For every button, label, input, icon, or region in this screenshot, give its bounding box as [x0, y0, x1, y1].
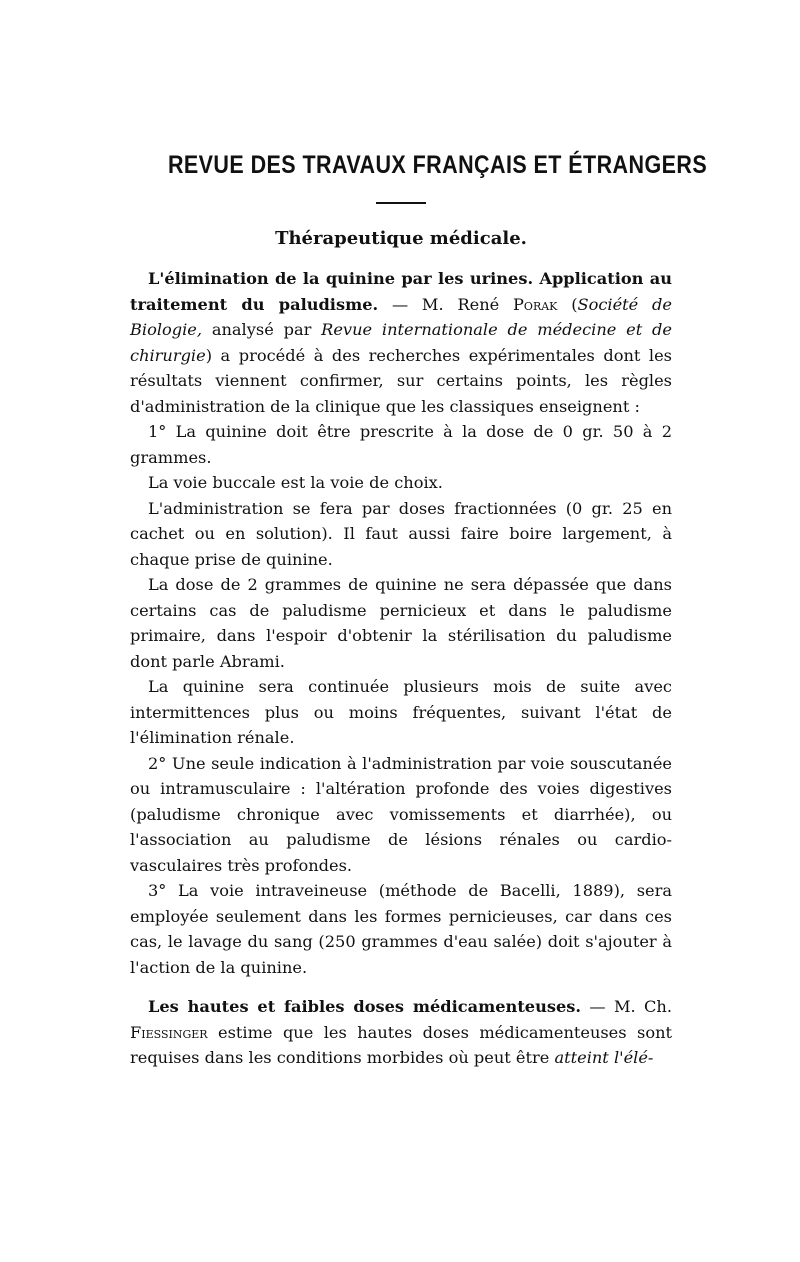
article1-source1: Société de Biologie, [130, 294, 673, 339]
paragraph: 1° La quinine doit être prescrite à la dose de 0 gr. 50 à 2 grammes. [130, 422, 672, 467]
paragraph: La quinine sera continuée plusieurs mois de suite avec intermittences plus ou moins fréquentes, suivant l'état de l'élimination rénale. [130, 677, 672, 747]
running-head: REVUE DES TRAVAUX FRANÇAIS ET ÉTRANGERS [167, 151, 708, 179]
article2-author: Fiessinger [130, 1022, 208, 1042]
title-rule [376, 202, 426, 204]
paragraph: La voie buccale est la voie de choix. [148, 473, 443, 492]
article1-author: Porak [513, 294, 558, 314]
paragraph: La dose de 2 grammes de quinine ne sera dépassée que dans certains cas de paludisme pernicieux et dans le paludisme primaire, dans l'espoir d'obtenir la stérilisation du paludisme dont parle Abrami. [130, 575, 672, 671]
paragraph: 3° La voie intraveineuse (méthode de Bacelli, 1889), sera employée seulement dans les formes pernicieuses, car dans ces cas, le lavage du sang (250 grammes d'eau salée) doit s'ajouter à l'action de la quinine. [130, 881, 672, 977]
article1-intro-d: ) a procédé à des recherches expérimentales dont les résultats viennent confirmer, sur certains points, les règles d'administration de la clinique que les classiques enseignent : [130, 345, 672, 416]
page [130, 150, 708, 1071]
article2-intro-b: estime que les hautes doses médicamenteuses sont requises dans les conditions morbides où peut être [130, 1022, 672, 1067]
article2-intro [130, 994, 672, 1071]
section-title: Thérapeutique médicale. [275, 228, 527, 249]
article1-intro-c: analysé par [202, 320, 322, 339]
article1-heading: L'élimination de la quinine par les urines. Application au traitement du paludisme. [130, 269, 672, 314]
article2-italic-end: atteint l'élé- [554, 1048, 654, 1067]
article1-intro-b: ( [557, 294, 578, 314]
article1-intro-a: — M. René [378, 294, 514, 314]
paragraph: 2° Une seule indication à l'administration par voie souscutanée ou intramusculaire : l'altération profonde des voies digestives (paludisme chronique avec vomissements et diarrhée), ou l'association au paludisme de lésions rénales ou cardio-vasculaires très profondes. [130, 753, 672, 875]
paragraph: L'administration se fera par doses fractionnées (0 gr. 25 en cachet ou en solution). Il faut aussi faire boire largement, à chaque prise de quinine. [130, 498, 672, 569]
article2-heading: Les hautes et faibles doses médicamenteuses. [148, 997, 582, 1016]
article1-intro [130, 266, 672, 419]
article2-intro-a: — M. Ch. [581, 997, 672, 1016]
article1-source2: Revue internationale de médecine et de chirurgie [130, 320, 673, 365]
